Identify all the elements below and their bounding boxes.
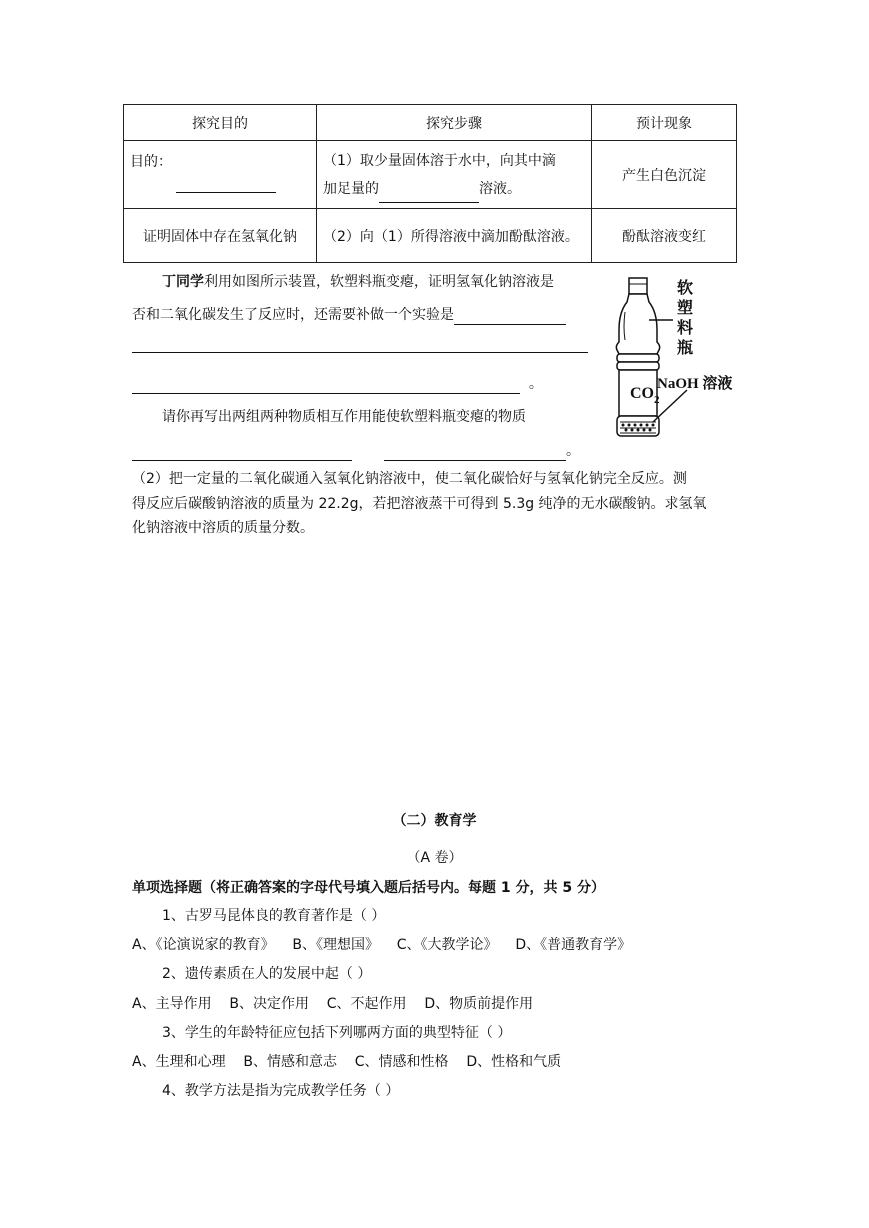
step1-line1: （1）取少量固体溶于水中，向其中滴 [323, 152, 556, 169]
answer-line-1[interactable] [132, 352, 588, 353]
co2-label: $CO_2$ [630, 385, 660, 406]
section-title: （二）教育学 [392, 813, 477, 829]
substance-blank-2[interactable] [384, 444, 566, 461]
q2-line3: 化钠溶液中溶质的质量分数。 [132, 520, 314, 536]
question-2-stem: 2、遗传素质在人的发展中起（ ） [162, 966, 372, 982]
bottle-label: 软塑料瓶 [677, 278, 694, 357]
row2-purpose: 证明固体中存在氢氧化钠 [124, 209, 317, 263]
ding-line4: 请你再写出两组两种物质相互作用能使软塑料瓶变瘪的物质 [162, 409, 526, 425]
substance-blank-1[interactable] [132, 444, 352, 461]
bottle-cap [629, 278, 647, 294]
question-1-options: A、《论演说家的教育》 B、《理想国》 C、《大教学论》 D、《普通教育学》 [132, 937, 632, 953]
reagent-blank[interactable] [379, 186, 479, 203]
question-2-options: A、主导作用 B、决定作用 C、不起作用 D、物质前提作用 [132, 996, 534, 1012]
experiment-table [123, 104, 737, 263]
q2-line2: 得反应后碳酸钠溶液的质量为 22.2g，若把溶液蒸干可得到 5.3g 纯净的无水碳酸钠。求氢氧 [132, 496, 707, 512]
ding-line1: 丁同学利用如图所示装置，软塑料瓶变瘪，证明氢氧化钠溶液是 [162, 274, 554, 290]
section-volume: （A 卷） [406, 850, 463, 866]
section-instruction: 单项选择题（将正确答案的字母代号填入题后括号内。每题 1 分，共 5 分） [132, 880, 605, 896]
row1-phenomenon: 产生白色沉淀 [592, 141, 737, 209]
ding-line5: 。 [132, 441, 580, 461]
header-steps: 探究步骤 [317, 105, 592, 141]
naoh-label: NaOH 溶液 [657, 376, 733, 392]
row2-phenomenon: 酚酞溶液变红 [592, 209, 737, 263]
row2-step: （2）向（1）所得溶液中滴加酚酞溶液。 [317, 209, 592, 263]
table-header-row [124, 105, 737, 141]
header-purpose: 探究目的 [124, 105, 317, 141]
answer-line-2[interactable] [132, 377, 520, 394]
row1-purpose [124, 141, 317, 209]
bottle-figure [605, 272, 745, 447]
purpose-blank[interactable] [176, 176, 276, 193]
purpose-label: 目的： [130, 153, 172, 170]
question-3-options: A、生理和心理 B、情感和意志 C、情感和性格 D、性格和气质 [132, 1054, 562, 1070]
question-4-stem: 4、教学方法是指为完成教学任务（ ） [162, 1083, 400, 1099]
ding-line2: 否和二氧化碳发生了反应时，还需要补做一个实验是 [132, 305, 566, 325]
header-phenomenon: 预计现象 [592, 105, 737, 141]
ding-name: 丁同学 [162, 274, 204, 290]
table-row [124, 141, 737, 209]
experiment-blank[interactable] [454, 308, 566, 325]
ding-line3: 。 [132, 374, 543, 394]
step1-line2: 加足量的 溶液。 [323, 175, 585, 203]
bottle-upper [616, 294, 659, 354]
question-1-stem: 1、古罗马昆体良的教育著作是（ ） [162, 908, 386, 924]
table-row [124, 209, 737, 263]
q2-line1: （2）把一定量的二氧化碳通入氢氧化钠溶液中，使二氧化碳恰好与氢氧化钠完全反应。测 [132, 471, 687, 487]
question-3-stem: 3、学生的年龄特征应包括下列哪两方面的典型特征（ ） [162, 1025, 512, 1041]
row1-step [317, 141, 592, 209]
